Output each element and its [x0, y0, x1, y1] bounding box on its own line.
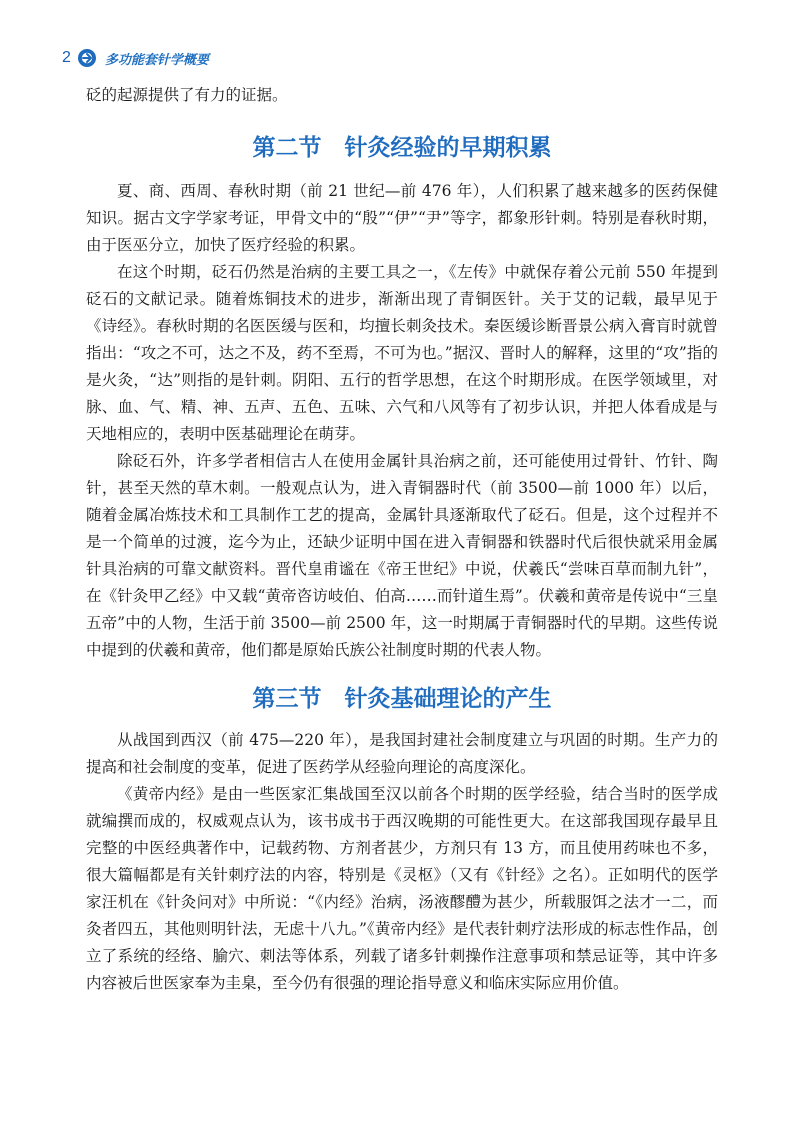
section-2-title: 第二节 针灸经验的早期积累 [252, 135, 552, 161]
page-body [86, 82, 718, 997]
section-3-paragraph-1: 从战国到西汉（前 475—220 年），是我国封建社会制度建立与巩固的时期。生产力的提高和社会制度的变革，促进了医药学从经验向理论的高度深化。 [86, 731, 718, 776]
section-2-paragraph-2: 在这个时期，砭石仍然是治病的主要工具之一，《左传》中就保存着公元前 550 年提到砭石的文献记录。随着炼铜技术的进步，渐渐出现了青铜医针。关于艾的记载，最早见于《诗经》。春秋时期的名医医缓与医和，均擅长刺灸技术。秦医缓诊断晋景公病入膏肓时就曾指出：“攻之不可，达之不及，药不至焉，不可为也。”据汉、晋时人的解释，这里的“攻”指的是火灸，“达”则指的是针刺。阴阳、五行的哲学思想，在这个时期形成。在医学领域里，对脉、血、气、精、神、五声、五色、五味、六气和八风等有了初步认识，并把人体看成是与天地相应的，表明中医基础理论在萌芽。 [86, 263, 718, 443]
section-3-title: 第三节 针灸基础理论的产生 [252, 686, 552, 712]
book-title: 多功能套针学概要 [104, 52, 209, 68]
arrow-circle-icon [77, 48, 97, 68]
section-3-paragraph-2: 《黄帝内经》是由一些医家汇集战国至汉以前各个时期的医学经验，结合当时的医学成就编撰而成的，权威观点认为，该书成书于西汉晚期的可能性更大。在这部我国现存最早且完整的中医经典著作中，记载药物、方剂者甚少，方剂只有 13 方，而且使用药味也不多，很大篇幅都是有关针刺疗法的内容，特别是《灵枢》（又有《针经》之名）。正如明代的医学家汪机在《针灸问对》中所说：“《内经》治病，汤液醪醴为甚少，所载服饵之法才一二，而灸者四五，其他则明针法，无虑十八九。”《黄帝内经》是代表针刺疗法形成的标志性作品，创立了系统的经络、腧穴、刺法等体系，列载了诸多针刺操作注意事项和禁忌证等，其中许多内容被后世医家奉为圭臬，至今仍有很强的理论指导意义和临床实际应用价值。 [86, 785, 718, 992]
page-number: 2 [62, 49, 71, 66]
section-2-paragraph-3: 除砭石外，许多学者相信古人在使用金属针具治病之前，还可能使用过骨针、竹针、陶针，甚至天然的草木刺。一般观点认为，进入青铜器时代（前 3500—前 1000 年）以后，随着金属冶炼技术和工具制作工艺的提高，金属针具逐渐取代了砭石。但是，这个过程并不是一个简单的过渡，迄今为止，还缺少证明中国在进入青铜器和铁器时代后很快就采用金属针具治病的可靠文献资料。晋代皇甫谧在《帝王世纪》中说，伏羲氏“尝味百草而制九针”，在《针灸甲乙经》中又载“黄帝咨访岐伯、伯高……而针道生焉”。伏羲和黄帝是传说中“三皇五帝”中的人物，生活于前 3500—前 2500 年，这一时期属于青铜器时代的早期。这些传说中提到的伏羲和黄帝，他们都是原始氏族公社制度时期的代表人物。 [86, 452, 718, 659]
intro-fragment: 砭的起源提供了有力的证据。 [86, 86, 288, 104]
section-2-paragraph-1: 夏、商、西周、春秋时期（前 21 世纪—前 476 年），人们积累了越来越多的医药保健知识。据古文字学家考证，甲骨文中的“殷”“伊”“尹”等字，都象形针刺。特别是春秋时期，由于医巫分立，加快了医疗经验的积累。 [86, 182, 718, 254]
running-header [62, 46, 209, 70]
